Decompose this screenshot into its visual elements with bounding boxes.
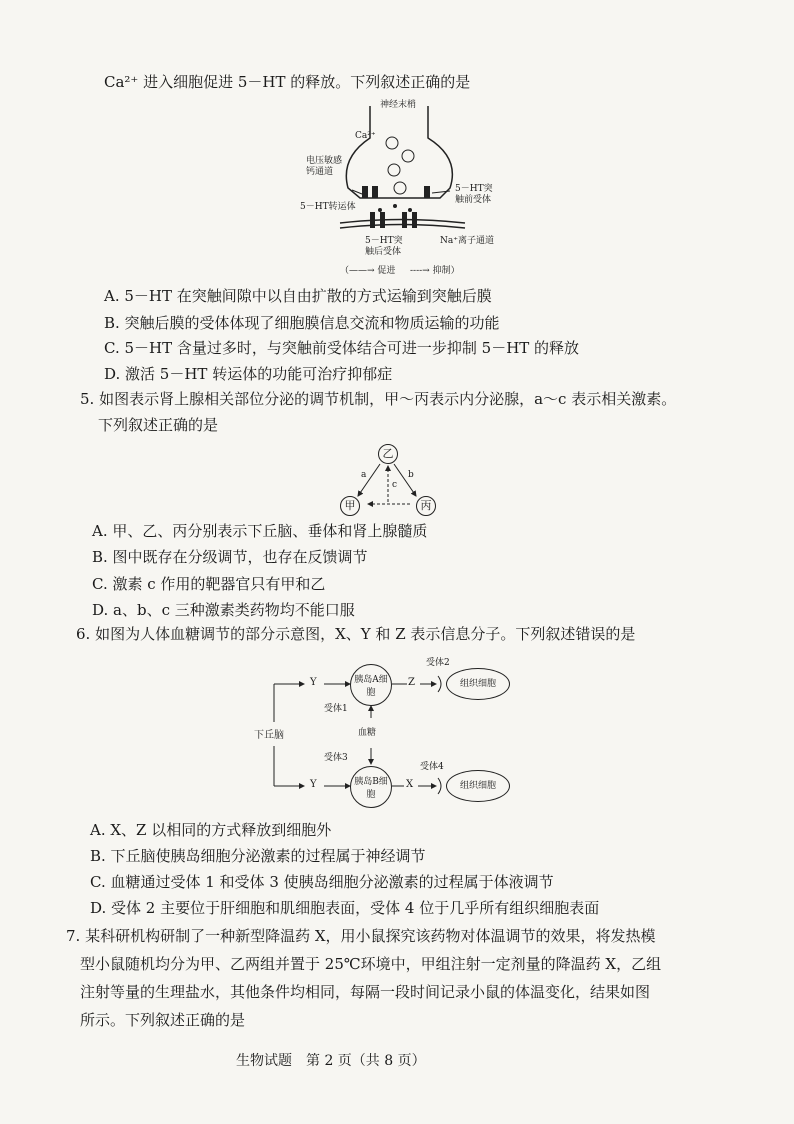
q5-option-c: C. 激素 c 作用的靶器官只有甲和乙	[92, 575, 326, 593]
q6-option-a: A. X、Z 以相同的方式释放到细胞外	[90, 821, 332, 839]
hypothalamus-box: 下丘脑	[254, 730, 284, 741]
label-a: a	[361, 470, 367, 480]
q4-option-a: A. 5－HT 在突触间隙中以自由扩散的方式运输到突触后膜	[104, 287, 492, 305]
node-jia: 甲	[340, 496, 360, 516]
q7-line3: 注射等量的生理盐水，其他条件均相同，每隔一段时间记录小鼠的体温变化，结果如图	[80, 983, 651, 1001]
q5-option-d: D. a、b、c 三种激素类药物均不能口服	[92, 601, 355, 619]
legend-promote: （——→ 促进	[340, 266, 396, 276]
q6-option-d: D. 受体 2 主要位于肝细胞和肌细胞表面，受体 4 位于几乎所有组织细胞表面	[90, 899, 600, 917]
blood-sugar-label: 血糖	[358, 728, 377, 738]
node-yi: 乙	[378, 444, 398, 464]
q5-stem-line1: 5. 如图表示肾上腺相关部位分泌的调节机制，甲～丙表示内分泌腺，a～c 表示相关激素。	[80, 390, 677, 408]
signal-x: X	[406, 779, 414, 790]
signal-y-top: Y	[310, 677, 317, 688]
nerve-end-label: 神经末梢	[380, 100, 417, 110]
tissue-cell-bottom: 组织细胞	[446, 770, 510, 802]
q7-line2: 型小鼠随机均分为甲、乙两组并置于 25℃环境中，甲组注射一定剂量的降温药 X，乙组	[80, 955, 662, 973]
signal-z: Z	[408, 677, 415, 688]
legend-inhibit: ----→ 抑制）	[410, 266, 460, 276]
voltage-channel-label: 电压敏感钙通道	[306, 156, 343, 177]
q4-option-d: D. 激活 5－HT 转运体的功能可治疗抑郁症	[104, 365, 393, 383]
page-footer: 生物试题 第 2 页（共 8 页）	[236, 1053, 426, 1069]
ca-label: Ca²⁺	[355, 131, 376, 141]
na-channel-label: Na⁺离子通道	[440, 236, 494, 246]
q7-line1: 7. 某科研机构研制了一种新型降温药 X，用小鼠探究该药物对体温调节的效果，将发热模	[66, 927, 656, 945]
islet-a-cell: 胰岛A细胞	[350, 664, 392, 706]
tissue-cell-top: 组织细胞	[446, 668, 510, 700]
receptor-1: 受体1	[324, 704, 348, 714]
transporter-label: 5－HT转运体	[300, 202, 356, 212]
adrenal-diagram	[336, 442, 442, 518]
q5-option-b: B. 图中既存在分级调节，也存在反馈调节	[92, 548, 368, 566]
label-c: c	[392, 480, 398, 490]
q7-line4: 所示。下列叙述正确的是	[80, 1011, 246, 1029]
receptor-3: 受体3	[324, 753, 348, 763]
q5-stem-line2: 下列叙述正确的是	[98, 416, 219, 434]
post-receptor-label: 5－HT突触后受体	[365, 236, 403, 257]
q4-option-c: C. 5－HT 含量过多时，与突触前受体结合可进一步抑制 5－HT 的释放	[104, 339, 580, 357]
q4-option-b: B. 突触后膜的受体体现了细胞膜信息交流和物质运输的功能	[104, 314, 500, 332]
q6-option-b: B. 下丘脑使胰岛细胞分泌激素的过程属于神经调节	[90, 847, 426, 865]
q6-stem: 6. 如图为人体血糖调节的部分示意图，X、Y 和 Z 表示信息分子。下列叙述错误的是	[76, 625, 636, 643]
label-b: b	[408, 470, 414, 480]
receptor-4: 受体4	[420, 762, 444, 772]
pre-receptor-label: 5－HT突触前受体	[455, 184, 493, 205]
q5-option-a: A. 甲、乙、丙分别表示下丘脑、垂体和肾上腺髓质	[92, 522, 428, 540]
q4-intro: Ca²⁺ 进入细胞促进 5－HT 的释放。下列叙述正确的是	[104, 73, 471, 91]
blood-sugar-diagram	[252, 656, 532, 806]
islet-b-cell: 胰岛B细胞	[350, 766, 392, 808]
synapse-diagram	[300, 98, 500, 288]
node-bing: 丙	[416, 496, 436, 516]
receptor-2: 受体2	[426, 658, 450, 668]
signal-y-bottom: Y	[310, 779, 317, 790]
q6-option-c: C. 血糖通过受体 1 和受体 3 使胰岛细胞分泌激素的过程属于体液调节	[90, 873, 554, 891]
